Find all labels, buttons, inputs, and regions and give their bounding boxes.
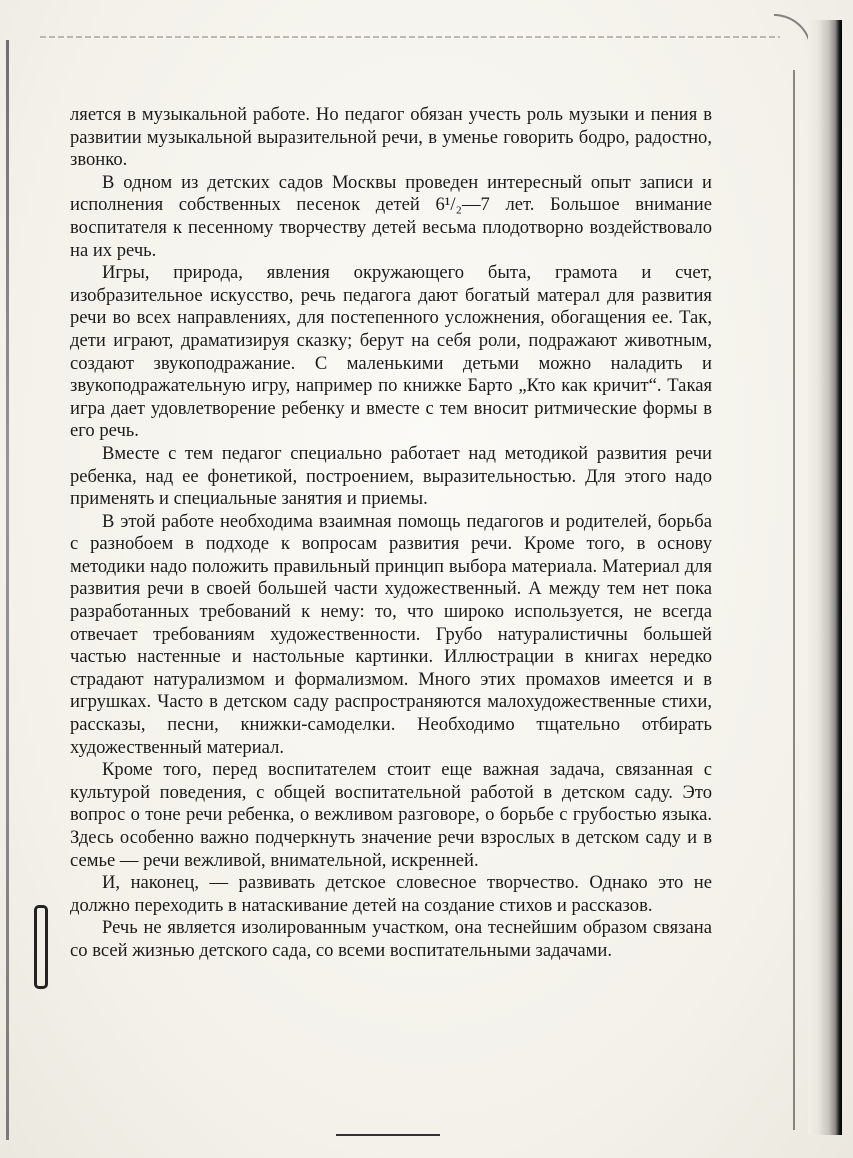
paragraph: Кроме того, перед воспитателем стоит еще важная задача, связанная с культурой поведения, с общей воспитательной работой в детском саду. Это вопрос о тоне речи ребенка, о вежливом разговоре, о борьбе с грубостью языка. Здесь особенно важно подчеркнуть значение речи взрослых в детском саду и в семье — речи вежливой, внимательной, искренней.	[70, 759, 712, 871]
paragraph: Игры, природа, явления окружающего быта, грамота и счет, изобразительное искусство, речь педагога дают богатый матерал для развития речи во всех направлениях, для постепенного усложнения, обогащения ее. Так, дети играют, драматизируя сказку; берут на себя роли, подражают животным, создают звукоподражание. С маленькими детьми можно наладить и звукоподражательную игру, например по книжке Барто „Кто как кричит“. Такая игра дает удовлетворение ребенку и вместе с тем вносит ритмические формы в его речь.	[70, 262, 712, 442]
paragraph: Вместе с тем педагог специально работает над методикой развития речи ребенка, над ее фонетикой, построением, выразительностью. Для этого надо применять и специальные занятия и приемы.	[70, 442, 712, 510]
right-binding-shadow	[808, 20, 842, 1135]
right-page-edge-line	[793, 70, 795, 1130]
paragraph: В одном из детских садов Москвы проведен интересный опыт записи и исполнения собственных песенок детей 6¹/₂—7 лет. Большое внимание воспитателя к песенному творчеству детей весьма плодотворно воздействовало на их речь.	[70, 171, 712, 261]
end-divider-line	[336, 1134, 440, 1136]
top-edge-line	[40, 36, 780, 38]
body-text	[70, 104, 712, 963]
left-page-edge	[6, 40, 9, 1140]
paragraph: В этой работе необходима взаимная помощь педагогов и родителей, борьба с разнобоем в подходе к вопросам развития речи. Кроме того, в основу методики надо положить правильный принцип выбора материала. Материал для развития речи в своей большей части художественный. А между тем нет пока разработанных требований к нему: то, что широко используется, не всегда отвечает требованиям художественности. Грубо натуралистичны большей частью настенные и настольные картинки. Иллюстрации в книгах нередко страдают натурализмом и формализмом. Много этих промахов имеется и в игрушках. Часто в детском саду распространяются малохудожественные стихи, рассказы, песни, книжки-самоделки. Необходимо тщательно отбирать художественный материал.	[70, 510, 712, 758]
paragraph: И, наконец, — развивать детское словесное творчество. Однако это не должно переходить в натаскивание детей на создание стихов и рассказов.	[70, 872, 712, 916]
paragraph-continuation: ляется в музыкальной работе. Но педагог обязан учесть роль музыки и пения в развитии музыкальной выразительной речи, в уменье говорить бодро, радостно, звонко.	[70, 104, 712, 171]
paragraph: Речь не является изолированным участком, она теснейшим образом связана со всей жизнью детского сада, со всеми воспитательными задачами.	[70, 917, 712, 961]
binding-clip-mark	[34, 905, 48, 989]
